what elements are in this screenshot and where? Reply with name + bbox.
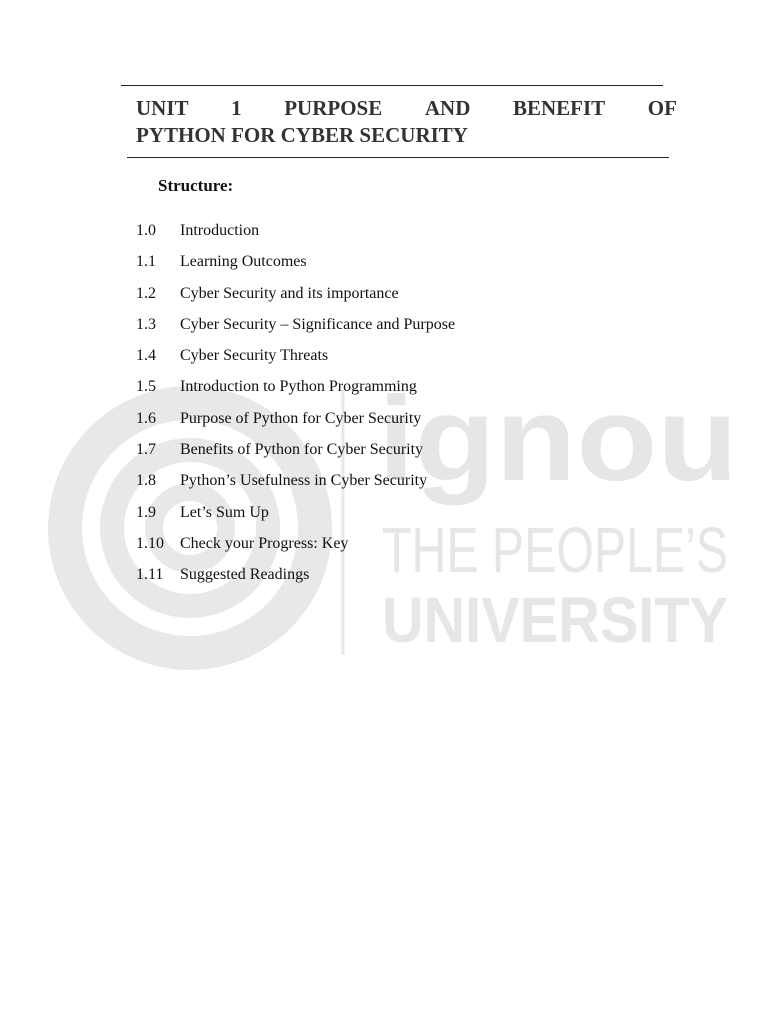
toc-item [136,439,455,470]
toc-item [136,470,455,501]
toc-item [136,533,455,564]
toc-number: 1.9 [136,503,156,521]
toc-text: Suggested Readings [180,566,310,584]
toc-item [136,564,455,595]
watermark-line2: UNIVERSITY [382,584,728,656]
table-of-contents [136,220,455,596]
toc-number: 1.1 [136,253,156,271]
toc-text: Purpose of Python for Cyber Security [180,409,422,427]
toc-number: 1.0 [136,222,156,239]
toc-text: Cyber Security and its importance [180,284,399,302]
toc-number: 1.8 [136,472,156,490]
toc-item [136,220,455,251]
toc-text: Cyber Security Threats [180,347,329,365]
toc-text: Benefits of Python for Cyber Security [180,441,424,459]
title-word: UNIT [136,96,189,120]
structure-label: Structure: [158,176,234,195]
toc-item [136,345,455,376]
toc-text: Introduction to Python Programming [180,378,417,396]
toc-text: Cyber Security – Significance and Purpose [180,315,456,333]
unit-title [136,95,677,149]
unit-title-line2: PYTHON FOR CYBER SECURITY [136,123,468,147]
toc-number: 1.5 [136,378,156,396]
toc-number: 1.6 [136,409,156,427]
toc-number: 1.7 [136,441,156,459]
toc-text: Learning Outcomes [180,253,307,271]
toc-item [136,314,455,345]
toc-number: 1.3 [136,315,156,333]
toc-text: Python’s Usefulness in Cyber Security [180,472,428,490]
watermark-brand: ignou [378,372,738,506]
title-word: BENEFIT [512,96,606,120]
toc-item [136,251,455,282]
toc-item [136,376,455,407]
title-word: 1 [231,96,242,120]
title-word: PURPOSE [284,96,383,120]
toc-text: Let’s Sum Up [180,503,269,521]
toc-number: 1.11 [136,566,164,584]
title-word: AND [424,96,471,120]
toc-number: 1.4 [136,347,156,365]
toc-item [136,408,455,439]
toc-item [136,283,455,314]
title-word: OF [647,96,677,120]
toc-number: 1.10 [136,534,164,552]
heading-bottom-rule [127,157,669,158]
unit-title-line1 [136,95,677,122]
toc-item [136,502,455,533]
toc-text: Introduction [180,222,260,239]
watermark-line1: THE PEOPLE’S [382,514,728,586]
toc-text: Check your Progress: Key [180,534,349,552]
heading-top-rule [121,85,663,86]
toc-number: 1.2 [136,284,156,302]
